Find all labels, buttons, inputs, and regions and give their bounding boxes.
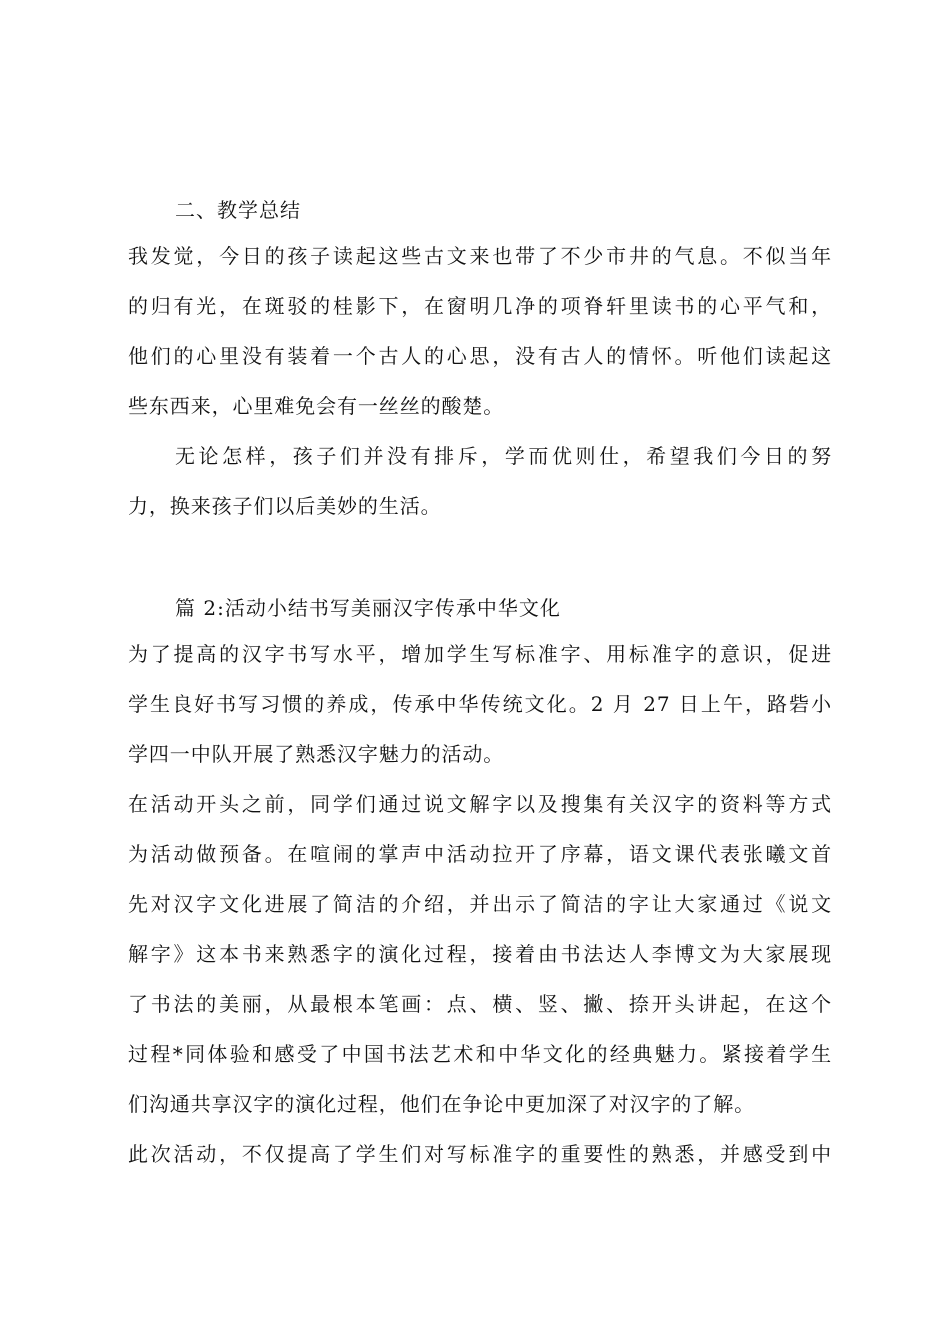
paragraph-line: 先对汉字文化进展了简洁的介绍，并出示了简洁的字让大家通过《说文 (128, 892, 832, 916)
paragraph-line: 无论怎样，孩子们并没有排斥，学而优则仕，希望我们今日的努 (175, 444, 832, 468)
paragraph-line: 学生良好书写习惯的养成，传承中华传统文化。2 月 27 日上午，路砦小 (128, 692, 832, 716)
paragraph-line: 些东西来，心里难免会有一丝丝的酸楚。 (128, 394, 505, 418)
paragraph-line: 过程*同体验和感受了中国书法艺术和中华文化的经典魅力。紧接着学生 (128, 1042, 832, 1066)
section-heading: 二、教学总结 (175, 198, 301, 222)
paragraph-line: 了书法的美丽，从最根本笔画：点、横、竖、撇、捺开头讲起，在这个 (128, 992, 832, 1016)
paragraph-line: 为了提高的汉字书写水平，增加学生写标准字、用标准字的意识，促进 (128, 642, 832, 666)
paragraph-line: 学四一中队开展了熟悉汉字魅力的活动。 (128, 742, 505, 766)
paragraph-line: 在活动开头之前，同学们通过说文解字以及搜集有关汉字的资料等方式 (128, 792, 832, 816)
paragraph-line: 此次活动，不仅提高了学生们对写标准字的重要性的熟悉，并感受到中 (128, 1142, 832, 1166)
paragraph-line: 们沟通共享汉字的演化过程，他们在争论中更加深了对汉字的了解。 (128, 1092, 755, 1116)
paragraph-line: 他们的心里没有装着一个古人的心思，没有古人的情怀。听他们读起这 (128, 344, 832, 368)
paragraph-line: 力，换来孩子们以后美妙的生活。 (128, 494, 442, 518)
paragraph-line: 为活动做预备。在喧闹的掌声中活动拉开了序幕，语文课代表张曦文首 (128, 842, 832, 866)
paragraph-line: 我发觉，今日的孩子读起这些古文来也带了不少市井的气息。不似当年 (128, 244, 832, 268)
paragraph-line: 的归有光，在斑驳的桂影下，在窗明几净的项脊轩里读书的心平气和， (128, 294, 832, 318)
paragraph-line: 解字》这本书来熟悉字的演化过程，接着由书法达人李博文为大家展现 (128, 942, 832, 966)
section-heading: 篇 2:活动小结书写美丽汉字传承中华文化 (175, 596, 561, 620)
